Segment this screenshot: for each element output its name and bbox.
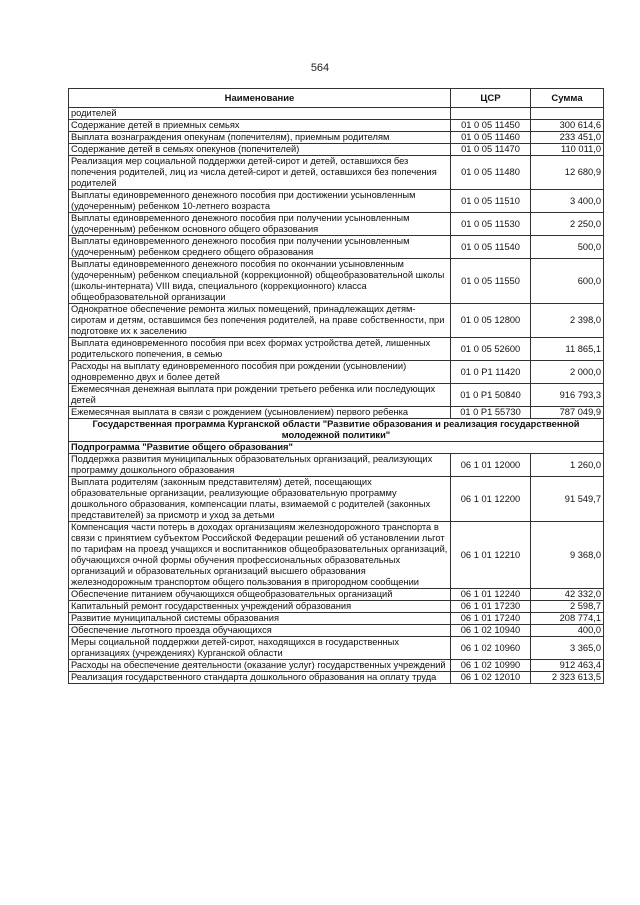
row-code: 01 0 05 11550 [451,259,531,304]
row-code: 01 0 P1 55730 [451,407,531,419]
table-row [69,338,604,361]
row-name: Меры социальной поддержки детей-сирот, находящихся в государственных организациях (учреждениях) Курганской области [69,637,451,660]
page-number: 564 [310,62,330,74]
row-code: 01 0 05 12800 [451,304,531,338]
row-name: Реализация мер социальной поддержки детей-сирот и детей, оставшихся без попечения родителей, лиц из числа детей-сирот и детей, оставшихся без попечения родителей [69,156,451,190]
row-name: Развитие муниципальной системы образования [69,613,451,625]
row-name: Реализация государственного стандарта дошкольного образования на оплату труда [69,672,451,684]
program-section-row [69,419,604,442]
row-name: Ежемесячная денежная выплата при рождении третьего ребенка или последующих детей [69,384,451,407]
row-name: Ежемесячная выплата в связи с рождением (усыновлением) первого ребенка [69,407,451,419]
row-name: Расходы на выплату единовременного пособия при рождении (усыновлении) одновременно двух и более детей [69,361,451,384]
row-sum: 912 463,4 [531,660,604,672]
row-sum: 2 598,7 [531,601,604,613]
row-sum: 42 332,0 [531,589,604,601]
row-name: Выплата вознаграждения опекунам (попечителям), приемным родителям [69,132,451,144]
row-code: 01 0 05 11450 [451,120,531,132]
program-title: Государственная программа Курганской области "Развитие образования и реализация государственной молодежной политики" [69,419,604,442]
row-sum: 500,0 [531,236,604,259]
table-header-row [69,89,604,108]
subprogram-title: Подпрограмма "Развитие общего образования" [69,442,604,454]
row-code: 06 1 02 10990 [451,660,531,672]
column-header-sum: Сумма [531,89,604,108]
row-code: 06 1 02 12010 [451,672,531,684]
table-row [69,156,604,190]
row-name: Выплаты единовременного денежного пособия при достижении усыновленным (удочеренным) ребенком 10-летнего возраста [69,190,451,213]
table-row [69,213,604,236]
table-row [69,522,604,589]
subprogram-row [69,442,604,454]
row-code: 01 0 05 11530 [451,213,531,236]
row-code: 01 0 05 11480 [451,156,531,190]
row-code: 06 1 01 12000 [451,454,531,477]
row-sum: 400,0 [531,625,604,637]
row-sum: 91 549,7 [531,477,604,522]
row-code: 01 0 05 11460 [451,132,531,144]
row-code: 01 0 05 11470 [451,144,531,156]
table-row [69,144,604,156]
row-sum: 2 323 613,5 [531,672,604,684]
table-row [69,625,604,637]
row-sum: 233 451,0 [531,132,604,144]
row-sum: 11 865,1 [531,338,604,361]
row-name: Обеспечение льготного проезда обучающихся [69,625,451,637]
row-name: родителей [69,108,451,120]
row-sum: 9 368,0 [531,522,604,589]
table-row [69,589,604,601]
row-code: 06 1 01 17230 [451,601,531,613]
row-code: 06 1 01 12200 [451,477,531,522]
row-code: 01 0 05 52600 [451,338,531,361]
row-code: 06 1 01 12240 [451,589,531,601]
table-row [69,660,604,672]
row-sum: 916 793,3 [531,384,604,407]
table-row [69,132,604,144]
table-row [69,108,604,120]
row-name: Капитальный ремонт государственных учреждений образования [69,601,451,613]
row-code [451,108,531,120]
row-name: Содержание детей в приемных семьях [69,120,451,132]
row-sum: 110 011,0 [531,144,604,156]
row-code: 06 1 02 10940 [451,625,531,637]
table-row [69,236,604,259]
row-code: 01 0 P1 50840 [451,384,531,407]
row-code: 01 0 05 11540 [451,236,531,259]
row-code: 06 1 01 12210 [451,522,531,589]
row-code: 06 1 01 17240 [451,613,531,625]
table-row [69,190,604,213]
row-name: Выплата родителям (законным представителям) детей, посещающих образовательные организации, реализующие образовательную программу дошкольного образования, компенсации платы, взимаемой с родителей (законных представителей) за присмотр и уход за детьми [69,477,451,522]
row-sum: 208 774,1 [531,613,604,625]
row-name: Поддержка развития муниципальных образовательных организаций, реализующих программу дошкольного образования [69,454,451,477]
table-row [69,384,604,407]
table-row [69,407,604,419]
row-sum: 2 398,0 [531,304,604,338]
table-row [69,259,604,304]
row-name: Расходы на обеспечение деятельности (оказание услуг) государственных учреждений [69,660,451,672]
row-sum: 2 250,0 [531,213,604,236]
table-row [69,120,604,132]
budget-table [68,88,604,684]
table-row [69,613,604,625]
row-sum: 787 049,9 [531,407,604,419]
table-row [69,361,604,384]
table-row [69,601,604,613]
row-name: Содержание детей в семьях опекунов (попечителей) [69,144,451,156]
row-code: 06 1 02 10960 [451,637,531,660]
row-name: Выплаты единовременного денежного пособия при получении усыновленным (удочеренным) ребенком основного общего образования [69,213,451,236]
row-sum: 300 614,6 [531,120,604,132]
row-name: Обеспечение питанием обучающихся общеобразовательных организаций [69,589,451,601]
row-name: Выплаты единовременного денежного пособия по окончании усыновленным (удочеренным) ребенком специальной (коррекционной) общеобразовательной школы (школы-интерната) VIII вида, специального (коррекционного) класса общеобразовательной организации [69,259,451,304]
row-sum: 12 680,9 [531,156,604,190]
row-name: Однократное обеспечение ремонта жилых помещений, принадлежащих детям-сиротам и детям, оставшимся без попечения родителей, на праве собственности, при подготовке их к заселению [69,304,451,338]
table-row [69,477,604,522]
row-sum: 3 400,0 [531,190,604,213]
table-body [69,108,604,684]
table-row [69,637,604,660]
row-sum: 2 000,0 [531,361,604,384]
row-sum: 1 260,0 [531,454,604,477]
row-name: Выплаты единовременного денежного пособия при получении усыновленным (удочеренным) ребенком среднего общего образования [69,236,451,259]
table-row [69,304,604,338]
table-row [69,454,604,477]
row-sum: 600,0 [531,259,604,304]
row-name: Выплата единовременного пособия при всех формах устройства детей, лишенных родительского попечения, в семью [69,338,451,361]
row-code: 01 0 05 11510 [451,190,531,213]
row-sum: 3 365,0 [531,637,604,660]
column-header-name: Наименование [69,89,451,108]
row-code: 01 0 P1 11420 [451,361,531,384]
row-name: Компенсация части потерь в доходах организациям железнодорожного транспорта в связи с принятием субъектом Российской Федерации решений об установлении льгот по тарифам на проезд учащихся и воспитанников общеобразовательных организаций, обучающихся очной формы обучения профессиональных образовательных организаций и образовательных организаций высшего образования железнодорожным транспортом общего пользования в пригородном сообщении [69,522,451,589]
row-sum [531,108,604,120]
column-header-code: ЦСР [451,89,531,108]
table-row [69,672,604,684]
